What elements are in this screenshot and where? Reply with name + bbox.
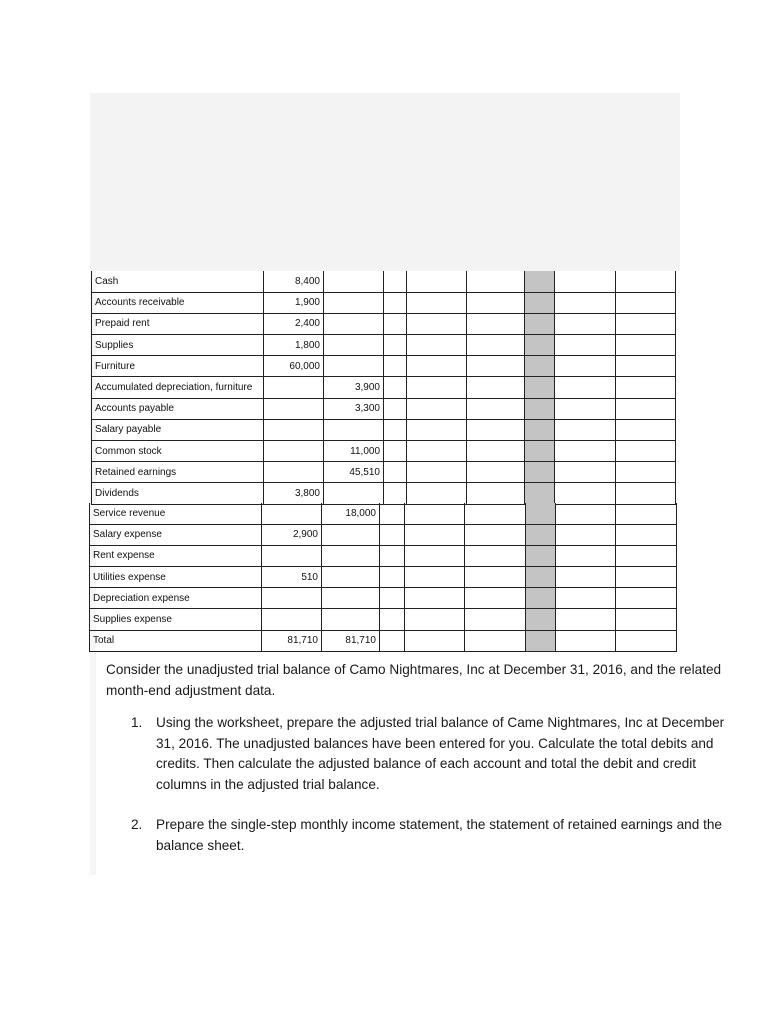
adjusted-debit-cell	[556, 524, 616, 545]
adjustment-debit-cell	[407, 441, 467, 462]
shaded-separator-cell	[525, 313, 555, 334]
account-name-cell: Prepaid rent	[92, 313, 264, 334]
adjustment-debit-cell	[407, 356, 467, 377]
adjustment-credit-cell	[467, 462, 525, 483]
worksheet-row	[90, 524, 677, 545]
adjusted-debit-cell	[555, 441, 616, 462]
shaded-separator-cell	[526, 588, 556, 609]
spacer-cell	[380, 630, 405, 651]
adjusted-debit-cell	[555, 377, 616, 398]
spacer-cell	[384, 377, 407, 398]
adjustment-debit-cell	[407, 462, 467, 483]
worksheet-row	[92, 483, 676, 504]
account-name-cell: Service revenue	[90, 503, 262, 524]
unadjusted-debit-cell	[262, 503, 322, 524]
unadjusted-credit-cell: 3,900	[324, 377, 384, 398]
worksheet-row	[92, 335, 676, 356]
adjustment-debit-cell	[405, 503, 465, 524]
adjustment-credit-cell	[465, 567, 526, 588]
worksheet-row	[90, 630, 677, 651]
adjustment-credit-cell	[465, 545, 526, 566]
adjusted-credit-cell	[616, 335, 676, 356]
adjusted-debit-cell	[556, 609, 616, 630]
worksheet-row	[92, 356, 676, 377]
account-name-cell: Rent expense	[90, 545, 262, 566]
unadjusted-credit-cell: 45,510	[324, 462, 384, 483]
unadjusted-debit-cell: 81,710	[262, 630, 322, 651]
unadjusted-debit-cell	[262, 545, 322, 566]
adjusted-credit-cell	[616, 356, 676, 377]
adjustment-debit-cell	[405, 630, 465, 651]
unadjusted-debit-cell: 60,000	[264, 356, 324, 377]
unadjusted-debit-cell: 3,800	[264, 483, 324, 504]
adjusted-credit-cell	[616, 271, 676, 292]
account-name-cell: Dividends	[92, 483, 264, 504]
spacer-cell	[380, 503, 405, 524]
adjusted-debit-cell	[555, 271, 616, 292]
account-name-cell: Depreciation expense	[90, 588, 262, 609]
spacer-cell	[384, 441, 407, 462]
worksheet-row	[90, 503, 677, 524]
worksheet-row	[90, 545, 677, 566]
account-name-cell: Supplies expense	[90, 609, 262, 630]
adjusted-credit-cell	[616, 419, 676, 440]
intro-paragraph: Consider the unadjusted trial balance of Camo Nightmares, Inc at December 31, 2016, and the related month-end adjustment data.	[106, 662, 722, 698]
adjusted-credit-cell	[616, 524, 677, 545]
shaded-separator-cell	[526, 630, 556, 651]
instruction-number: 1.	[131, 715, 143, 730]
worksheet-row	[92, 292, 676, 313]
adjusted-debit-cell	[555, 292, 616, 313]
unadjusted-credit-cell	[322, 609, 380, 630]
adjustment-credit-cell	[467, 356, 525, 377]
adjustment-debit-cell	[405, 567, 465, 588]
adjustment-debit-cell	[407, 377, 467, 398]
instruction-number: 2.	[131, 817, 143, 832]
account-name-cell: Accounts payable	[92, 398, 264, 419]
adjustment-credit-cell	[467, 335, 525, 356]
adjusted-credit-cell	[616, 630, 677, 651]
account-name-cell: Salary payable	[92, 419, 264, 440]
worksheet-header-area	[90, 93, 680, 271]
adjustment-debit-cell	[405, 524, 465, 545]
adjustment-debit-cell	[407, 419, 467, 440]
unadjusted-credit-cell	[324, 271, 384, 292]
adjusted-debit-cell	[555, 462, 616, 483]
shaded-separator-cell	[525, 441, 555, 462]
adjusted-credit-cell	[616, 483, 676, 504]
instruction-item	[106, 713, 746, 795]
worksheet-row	[92, 398, 676, 419]
adjusted-debit-cell	[555, 313, 616, 334]
account-name-cell: Utilities expense	[90, 567, 262, 588]
account-name-cell: Total	[90, 630, 262, 651]
adjusted-debit-cell	[556, 588, 616, 609]
unadjusted-debit-cell: 2,900	[262, 524, 322, 545]
account-name-cell: Supplies	[92, 335, 264, 356]
instruction-item	[106, 815, 746, 856]
account-name-cell: Retained earnings	[92, 462, 264, 483]
worksheet-row	[92, 462, 676, 483]
adjusted-credit-cell	[616, 292, 676, 313]
adjustment-credit-cell	[465, 588, 526, 609]
spacer-cell	[384, 292, 407, 313]
adjustment-credit-cell	[467, 377, 525, 398]
spacer-cell	[380, 609, 405, 630]
adjustment-credit-cell	[467, 483, 525, 504]
unadjusted-debit-cell: 1,900	[264, 292, 324, 313]
unadjusted-credit-cell: 18,000	[322, 503, 380, 524]
shaded-separator-cell	[526, 503, 556, 524]
unadjusted-debit-cell	[264, 398, 324, 419]
account-name-cell: Furniture	[92, 356, 264, 377]
adjusted-debit-cell	[555, 356, 616, 377]
adjusted-credit-cell	[616, 313, 676, 334]
adjustment-debit-cell	[405, 588, 465, 609]
adjusted-debit-cell	[556, 630, 616, 651]
adjustment-credit-cell	[465, 503, 526, 524]
unadjusted-credit-cell	[324, 313, 384, 334]
adjustment-credit-cell	[467, 419, 525, 440]
unadjusted-debit-cell	[262, 609, 322, 630]
unadjusted-credit-cell	[322, 545, 380, 566]
adjusted-credit-cell	[616, 441, 676, 462]
spacer-cell	[384, 462, 407, 483]
adjusted-credit-cell	[616, 503, 677, 524]
adjusted-credit-cell	[616, 588, 677, 609]
shaded-separator-cell	[525, 419, 555, 440]
adjusted-debit-cell	[555, 419, 616, 440]
instructions-text	[106, 660, 746, 876]
worksheet-row	[92, 313, 676, 334]
unadjusted-credit-cell	[324, 419, 384, 440]
worksheet-row	[90, 567, 677, 588]
unadjusted-credit-cell: 11,000	[324, 441, 384, 462]
adjusted-credit-cell	[616, 398, 676, 419]
adjustment-debit-cell	[407, 313, 467, 334]
spacer-cell	[384, 398, 407, 419]
adjustment-debit-cell	[405, 545, 465, 566]
unadjusted-credit-cell: 81,710	[322, 630, 380, 651]
adjusted-debit-cell	[555, 483, 616, 504]
unadjusted-debit-cell	[264, 441, 324, 462]
shaded-separator-cell	[525, 335, 555, 356]
worksheet-row	[92, 271, 676, 292]
shaded-separator-cell	[525, 356, 555, 377]
shaded-separator-cell	[525, 462, 555, 483]
account-name-cell: Accounts receivable	[92, 292, 264, 313]
unadjusted-credit-cell: 3,300	[324, 398, 384, 419]
adjusted-debit-cell	[556, 545, 616, 566]
spacer-cell	[384, 419, 407, 440]
shaded-separator-cell	[525, 292, 555, 313]
unadjusted-debit-cell: 8,400	[264, 271, 324, 292]
account-name-cell: Common stock	[92, 441, 264, 462]
adjustment-credit-cell	[467, 313, 525, 334]
adjustment-credit-cell	[467, 398, 525, 419]
worksheet-row	[92, 419, 676, 440]
shaded-separator-cell	[525, 483, 555, 504]
adjusted-credit-cell	[616, 377, 676, 398]
unadjusted-credit-cell	[324, 483, 384, 504]
shaded-separator-cell	[525, 271, 555, 292]
unadjusted-debit-cell	[264, 462, 324, 483]
adjustment-debit-cell	[407, 292, 467, 313]
adjustment-debit-cell	[407, 398, 467, 419]
worksheet-row	[92, 441, 676, 462]
adjusted-debit-cell	[555, 398, 616, 419]
shaded-separator-cell	[526, 609, 556, 630]
unadjusted-debit-cell	[264, 377, 324, 398]
spacer-cell	[380, 524, 405, 545]
unadjusted-debit-cell: 510	[262, 567, 322, 588]
adjustment-debit-cell	[407, 335, 467, 356]
adjusted-debit-cell	[556, 503, 616, 524]
adjustment-credit-cell	[465, 524, 526, 545]
unadjusted-debit-cell: 2,400	[264, 313, 324, 334]
adjusted-credit-cell	[616, 545, 677, 566]
spacer-cell	[384, 271, 407, 292]
adjustment-credit-cell	[467, 441, 525, 462]
spacer-cell	[384, 356, 407, 377]
account-name-cell: Accumulated depreciation, furniture	[92, 377, 264, 398]
instruction-text: Using the worksheet, prepare the adjusted trial balance of Came Nightmares, Inc at December 31, 2016. The unadjusted balances have been entered for you. Calculate the total debits and credits. Then calculate the adjusted balance of each account and total the debit and credit columns in the adjusted trial balance.	[156, 715, 725, 792]
shaded-separator-cell	[526, 545, 556, 566]
shaded-separator-cell	[525, 377, 555, 398]
trial-balance-table-bottom	[89, 503, 677, 652]
trial-balance-table-top	[91, 271, 676, 505]
adjusted-credit-cell	[616, 567, 677, 588]
worksheet-row	[90, 609, 677, 630]
unadjusted-credit-cell	[324, 335, 384, 356]
adjusted-credit-cell	[616, 462, 676, 483]
adjustment-credit-cell	[467, 292, 525, 313]
unadjusted-credit-cell	[322, 524, 380, 545]
account-name-cell: Salary expense	[90, 524, 262, 545]
spacer-cell	[380, 588, 405, 609]
account-name-cell: Cash	[92, 271, 264, 292]
adjustment-credit-cell	[465, 630, 526, 651]
unadjusted-credit-cell	[324, 356, 384, 377]
unadjusted-credit-cell	[324, 292, 384, 313]
unadjusted-debit-cell: 1,800	[264, 335, 324, 356]
worksheet-row	[92, 377, 676, 398]
unadjusted-debit-cell	[262, 588, 322, 609]
adjustment-credit-cell	[465, 609, 526, 630]
shaded-separator-cell	[525, 398, 555, 419]
spacer-cell	[380, 545, 405, 566]
instruction-list	[106, 713, 746, 856]
adjustment-debit-cell	[405, 609, 465, 630]
adjusted-debit-cell	[555, 335, 616, 356]
unadjusted-debit-cell	[264, 419, 324, 440]
adjustment-debit-cell	[407, 483, 467, 504]
spacer-cell	[384, 483, 407, 504]
unadjusted-credit-cell	[322, 567, 380, 588]
spacer-cell	[384, 335, 407, 356]
adjusted-debit-cell	[556, 567, 616, 588]
shaded-separator-cell	[526, 524, 556, 545]
shaded-separator-cell	[526, 567, 556, 588]
worksheet-row	[90, 588, 677, 609]
unadjusted-credit-cell	[322, 588, 380, 609]
spacer-cell	[380, 567, 405, 588]
adjustment-credit-cell	[467, 271, 525, 292]
spacer-cell	[384, 313, 407, 334]
adjusted-credit-cell	[616, 609, 677, 630]
adjustment-debit-cell	[407, 271, 467, 292]
instruction-text: Prepare the single-step monthly income statement, the statement of retained earnings and the balance sheet.	[156, 817, 722, 853]
